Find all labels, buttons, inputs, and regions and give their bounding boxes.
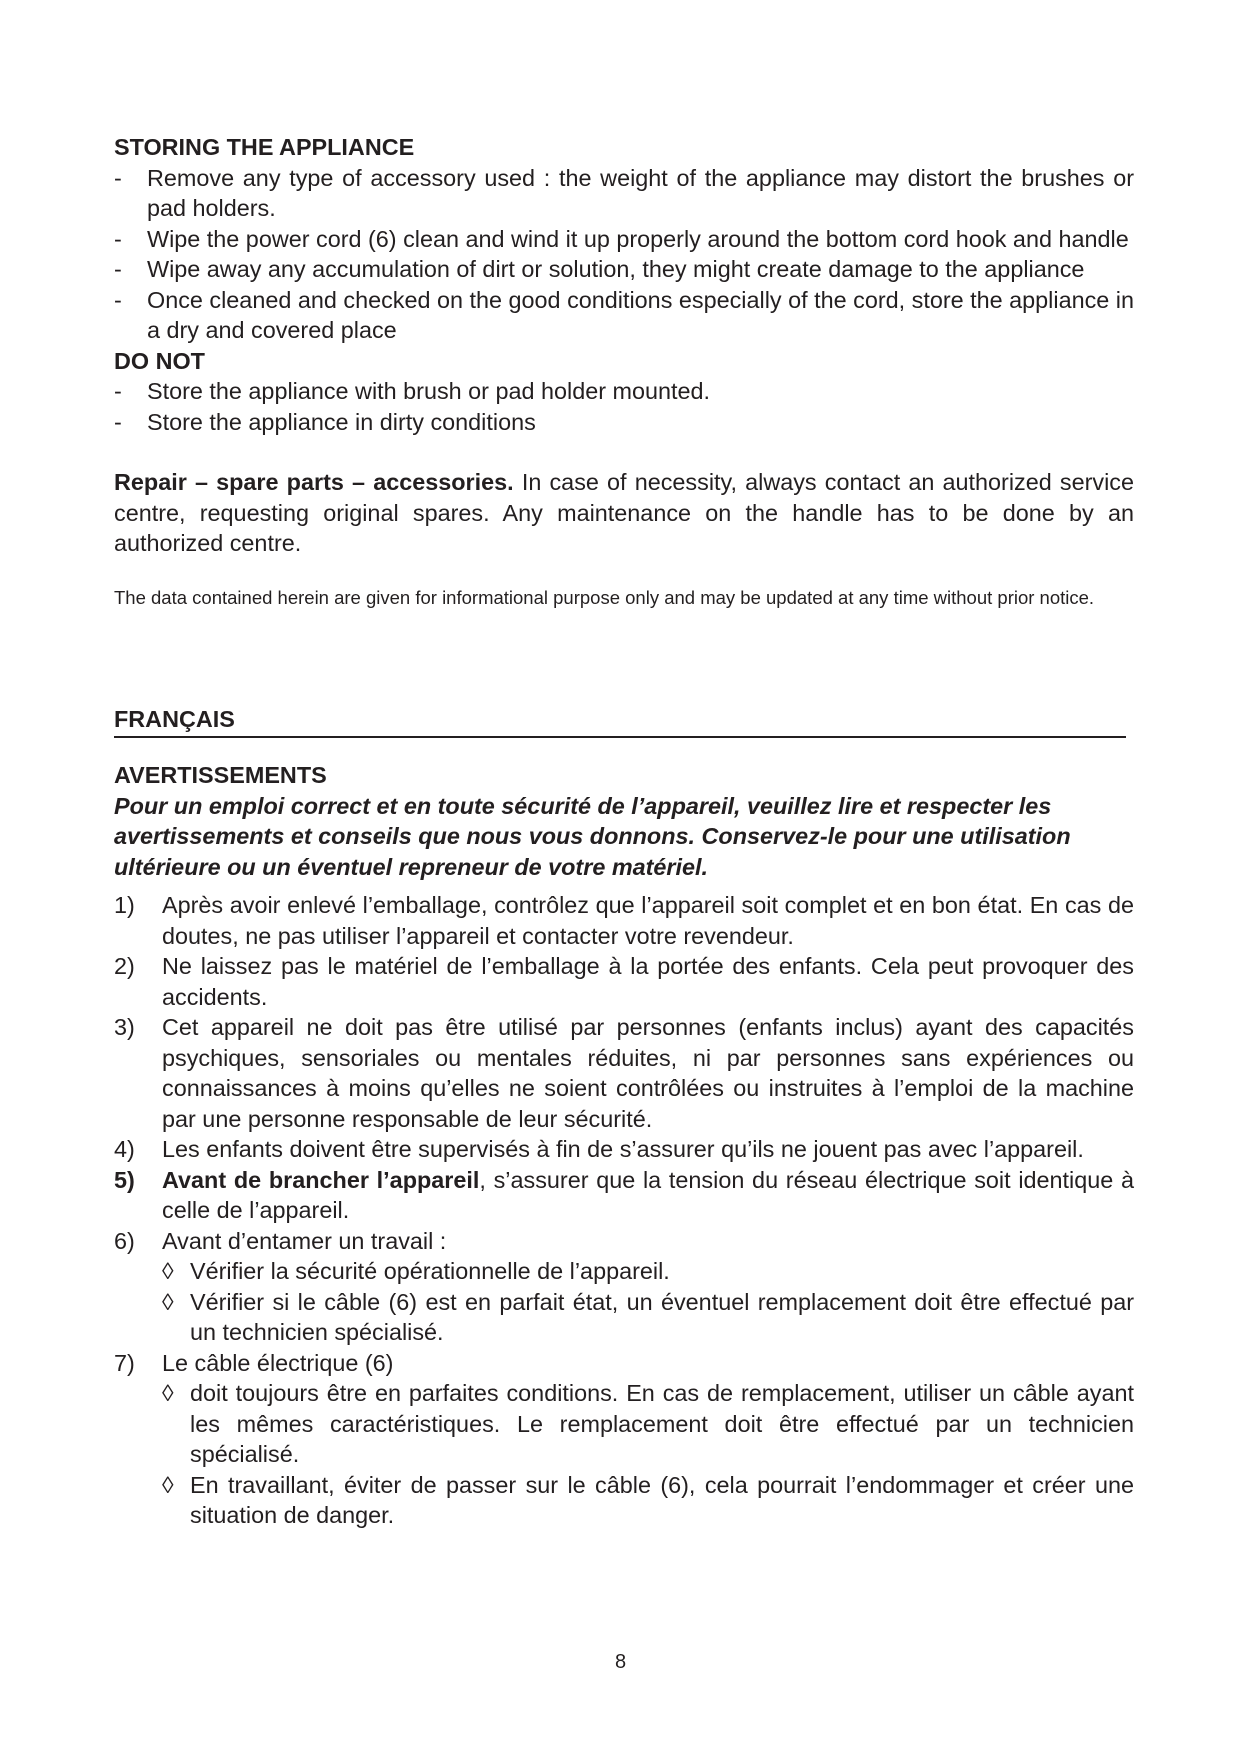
diamond-bullet-icon: ◊ <box>162 1288 174 1315</box>
dash-marker: - <box>114 225 122 252</box>
dash-marker: - <box>114 164 122 191</box>
list-item: - Once cleaned and checked on the good conditions especially of the cord, store the appliance in a dry and covered place <box>114 286 1134 343</box>
item-number: 4) <box>114 1136 135 1162</box>
list-item: - Wipe the power cord (6) clean and wind it up properly around the bottom cord hook and handle <box>114 224 1134 255</box>
warnings-title: AVERTISSEMENTS <box>114 762 327 788</box>
dash-marker: - <box>114 408 122 435</box>
language-section-title: FRANÇAIS <box>114 705 235 732</box>
item-number: 6) <box>114 1227 135 1254</box>
list-item: 5) Avant de brancher l’appareil, s’assurer que la tension du réseau électrique soit identique à celle de l’appareil. <box>114 1166 1134 1223</box>
sub-list-item: ◊ Vérifier si le câble (6) est en parfait état, un éventuel remplacement doit être effectué par un technicien spécialisé. <box>162 1288 1134 1345</box>
list-item: - Store the appliance in dirty conditions <box>114 407 1134 438</box>
repair-paragraph <box>114 467 1134 559</box>
list-item: - Store the appliance with brush or pad holder mounted. <box>114 376 1134 407</box>
diamond-bullet-icon: ◊ <box>162 1258 174 1284</box>
item-number: 1) <box>114 892 135 918</box>
dash-marker: - <box>114 286 122 313</box>
sub-list-item: ◊ doit toujours être en parfaites conditions. En cas de remplacement, utiliser un câble ayant les mêmes caractéristiques. Le remplacement doit être effectué par un technicien spécialisé. <box>162 1380 1134 1467</box>
dash-marker: - <box>114 378 122 404</box>
disclaimer-notice: The data contained herein are given for informational purpose only and may be updated at any time without prior notice. <box>114 586 1095 608</box>
page-content <box>114 132 1134 1531</box>
section-divider <box>114 736 1126 738</box>
list-item: 4) Les enfants doivent être supervisés à fin de s’assurer qu’ils ne jouent pas avec l’appareil. <box>114 1134 1134 1165</box>
page-number: 8 <box>614 1651 627 1673</box>
list-item: 3) Cet appareil ne doit pas être utilisé par personnes (enfants inclus) ayant des capacités psychiques, sensoriales ou mentales réduites, ni par personnes sans expériences ou connaissances à moins qu’elles ne soient contrôlées ou instruites à l’emploi de la machine par une personne responsable de leur sécurité. <box>114 1014 1134 1132</box>
list-item: 6) Avant d’entamer un travail : <box>114 1226 1134 1257</box>
sub-list-item: ◊ Vérifier la sécurité opérationnelle de l’appareil. <box>114 1256 1134 1287</box>
repair-lead: Repair – spare parts – accessories. <box>114 469 514 495</box>
sub-list-item: ◊ En travaillant, éviter de passer sur le câble (6), cela pourrait l’endommager et créer une situation de danger. <box>162 1471 1134 1528</box>
item-number: 3) <box>114 1014 135 1040</box>
list-item: 2) Ne laissez pas le matériel de l’emballage à la portée des enfants. Cela peut provoquer des accidents. <box>114 953 1134 1010</box>
do-not-title: DO NOT <box>114 347 205 374</box>
diamond-bullet-icon: ◊ <box>162 1380 174 1406</box>
item-bold-lead: Avant de brancher l’appareil <box>162 1166 480 1193</box>
item-number: 2) <box>114 953 135 979</box>
repair-text: In case of necessity, always contact an authorized service centre, requesting original spares. Any maintenance on the handle has to be done by an authorized centre. <box>114 469 1134 556</box>
list-item: 7) Le câble électrique (6) <box>114 1348 1134 1379</box>
dash-marker: - <box>114 256 122 282</box>
list-item: - Remove any type of accessory used : the weight of the appliance may distort the brushes or pad holders. <box>114 164 1134 221</box>
item-number: 5) <box>114 1166 135 1193</box>
diamond-bullet-icon: ◊ <box>162 1471 174 1498</box>
warnings-lead: Pour un emploi correct et en toute sécurité de l’appareil, veuillez lire et respecter les avertissements et conseils que nous vous donnons. Conservez-le pour une utilisation ultérieure ou un éventuel repreneur de votre matériel. <box>114 792 1071 880</box>
list-item: - Wipe away any accumulation of dirt or solution, they might create damage to the appliance <box>114 254 1134 285</box>
list-item: 1) Après avoir enlevé l’emballage, contrôlez que l’appareil soit complet et en bon état. En cas de doutes, ne pas utiliser l’appareil et contacter votre revendeur. <box>114 892 1134 949</box>
item-number: 7) <box>114 1349 135 1376</box>
storing-title: STORING THE APPLIANCE <box>114 134 415 160</box>
